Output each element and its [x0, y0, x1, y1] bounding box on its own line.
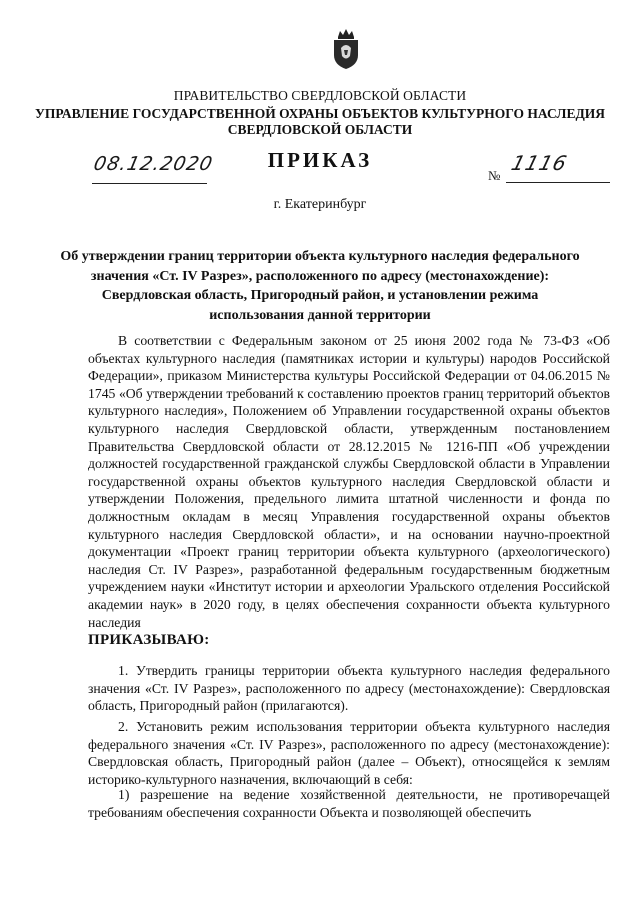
handwritten-number: 1116 [508, 151, 571, 175]
document-type: ПРИКАЗ [267, 148, 373, 172]
coat-of-arms-emblem [331, 28, 361, 70]
handwritten-date: 08.12.2020 [91, 153, 216, 175]
order-item-2: 2. Установить режим использования территории объекта культурного наследия федерального значения «Ст. IV Разрез», расположенного по адресу (местонахождение): Свердловская область, Пригородный район (далее – Объект), относящейся к землям историко-культурного назначения, включающий в себя: [88, 719, 610, 787]
order-item-1: 1. Утвердить границы территории объекта культурного наследия федерального значения «Ст. IV Разрез», расположенного по адресу (местонахождение): Свердловская область, Пригородный район (прилагаются). [88, 663, 610, 714]
number-label: № [488, 168, 501, 183]
date-field [91, 153, 216, 184]
order-heading: ПРИКАЗЫВАЮ: [88, 632, 210, 648]
city: г. Екатеринбург [273, 197, 367, 212]
preamble-paragraph: В соответствии с Федеральным законом от 25 июня 2002 года № 73-ФЗ «Об объектах культурного наследия (памятниках истории и культуры) народов Российской Федерации», приказом Министерства культуры Российской Федерации от 04.06.2015 № 1745 «Об утверждении требований к составлению проектов границ территорий объектов культурного наследия», Положением об Управлении государственной охраны объектов культурного наследия Свердловской области, утвержденным постановлением Правительства Свердловской области от 28.12.2015 № 1216-ПП «Об учреждении должностей государственной гражданской службы Свердловской области в Управлении государственной охраны объектов культурного наследия Свердловской области и утверждении Положения, предельного лимита штатной численности и фонда по должностным окладам в месяц Управления государственной охраны объектов культурного наследия Свердловской области», и на основании научно-проектной документации «Проект границ территории объекта культурного (археологического) наследия Ст. IV Разрез», разработанной федеральным государственным бюджетным учреждением науки «Институт истории и археологии Уральского отделения Российской академии наук» в 2020 году, в целях обеспечения сохранности объекта культурного наследия [88, 333, 610, 630]
document-title: Об утверждении границ территории объекта культурного наследия федерального значения «Ст. IV Разрез», расположенного по адресу (местонахождение): Свердловская область, Пригородный район, и установлении режима использования данной территории [60, 249, 580, 323]
order-subitem-1: 1) разрешение на ведение хозяйственной деятельности, не противоречащей требованиям обеспечения сохранности Объекта и позволяющей обеспечить [88, 787, 610, 820]
department-name: УПРАВЛЕНИЕ ГОСУДАРСТВЕННОЙ ОХРАНЫ ОБЪЕКТОВ КУЛЬТУРНОГО НАСЛЕДИЯ СВЕРДЛОВСКОЙ ОБЛАСТИ [34, 106, 606, 137]
government-name: ПРАВИТЕЛЬСТВО СВЕРДЛОВСКОЙ ОБЛАСТИ [173, 88, 467, 103]
number-field [506, 151, 610, 183]
